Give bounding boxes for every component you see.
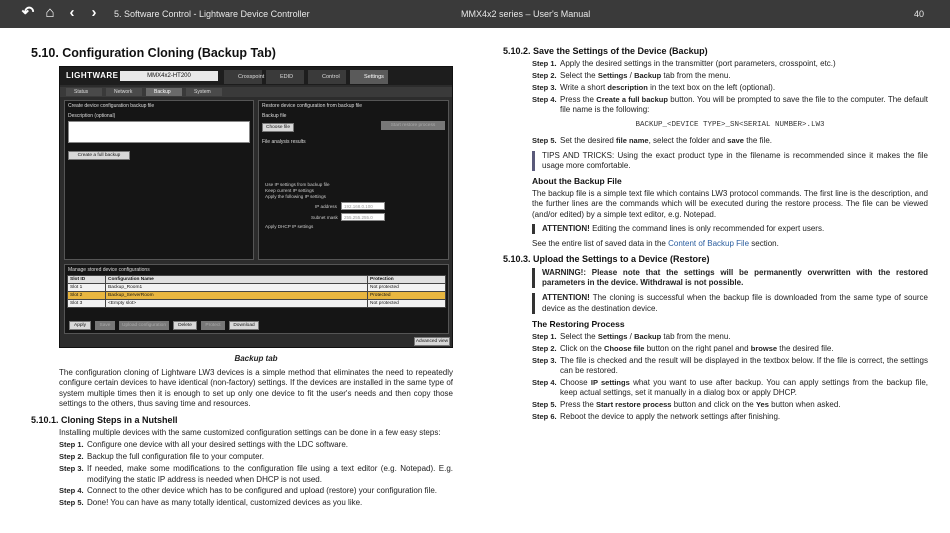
advanced-view-button[interactable]: Advanced view	[415, 339, 449, 344]
attention-box	[532, 224, 928, 234]
chevron-left-icon[interactable]: ‹	[69, 4, 75, 21]
subtab-system[interactable]: System	[186, 88, 222, 96]
list-item	[59, 498, 453, 508]
step-text: Backup the full configuration file to your computer.	[87, 452, 264, 462]
cell-slot: Slot 1	[68, 284, 106, 292]
restoring-process-title: The Restoring Process	[532, 318, 625, 329]
breadcrumb[interactable]: 5. Software Control - Lightware Device Controller	[114, 9, 310, 19]
cell-slot: Slot 3	[68, 300, 106, 308]
ip-address-label: IP address	[315, 204, 337, 209]
attention-label: ATTENTION!	[542, 293, 590, 303]
list-item	[532, 83, 928, 93]
step-label: Step 4.	[532, 94, 557, 104]
option-keep-ip[interactable]: Keep current IP settings	[265, 188, 314, 193]
create-backup-panel	[64, 100, 254, 260]
save-steps	[532, 59, 928, 250]
about-backup-title: About the Backup File	[532, 176, 622, 187]
lightware-logo: LIGHTWARE	[66, 71, 119, 80]
description-label: Description (optional)	[68, 113, 116, 119]
step-text: Press the Start restore process button and click on the Yes button when asked.	[560, 399, 841, 409]
option-dhcp[interactable]: Apply DHCP IP settings	[265, 224, 314, 229]
col-protection: Protection	[368, 276, 446, 284]
step-label: Step 5.	[532, 136, 557, 146]
list-item	[532, 378, 928, 399]
figure-caption: Backup tab	[234, 354, 278, 363]
description-input[interactable]	[68, 121, 250, 143]
step-text: The file is checked and the result will be displayed in the textbox below. If the file is correct, the settings can be restored.	[560, 355, 928, 375]
step-text: Done! You can have as many totally identical, customized devices as you like.	[87, 498, 363, 508]
right-column	[503, 46, 928, 424]
restore-section	[532, 268, 928, 423]
nutshell-intro: Installing multiple devices with the same customized configuration settings can be done in a few easy steps:	[59, 428, 441, 438]
step-text: Select the Settings / Backup tab from the menu.	[560, 331, 731, 341]
step-text: Connect to the other device which has to be configured and upload (restore) your configuration file.	[87, 486, 437, 496]
list-item	[532, 136, 928, 146]
step-text: Click on the Choose file button on the right panel and browse the desired file.	[560, 343, 834, 353]
cell-protection: Not protected	[368, 300, 446, 308]
subnet-mask-input[interactable]: 255.255.255.0	[341, 213, 385, 221]
configurations-table	[67, 275, 446, 308]
save-section-title: 5.10.2. Save the Settings of the Device (Backup)	[503, 46, 708, 56]
list-item	[532, 356, 928, 377]
list-item	[532, 400, 928, 410]
delete-button[interactable]: Delete	[173, 321, 197, 330]
col-slot-id: Slot ID	[68, 276, 106, 284]
nutshell-title: 5.10.1. Cloning Steps in a Nutshell	[31, 415, 178, 426]
option-use-ip-from-file[interactable]: Use IP settings from backup file	[265, 182, 330, 187]
cell-protection: Not protected	[368, 284, 446, 292]
attention-box-2	[532, 293, 928, 314]
cell-slot: Slot 2	[68, 292, 106, 300]
restore-panel-title: Restore device configuration from backup file	[262, 103, 363, 109]
tab-settings[interactable]: Settings	[350, 70, 388, 84]
top-bar	[0, 0, 950, 28]
choose-file-button[interactable]: Choose file	[262, 123, 294, 132]
step-label: Step 2.	[532, 70, 557, 80]
default-filename: BACKUP_<DEVICE TYPE>_SN<SERIAL NUMBER>.LW3	[635, 121, 825, 130]
cell-name: <Empty slot>	[106, 300, 368, 308]
subtab-status[interactable]: Status	[66, 88, 102, 96]
list-item	[59, 440, 453, 450]
intro-paragraph: The configuration cloning of Lightware LW3 devices is a simple method that eliminates the need to repeatedly configure certain devices to have identical (non-factory) settings. If the devices are installed in the same type of system multiple times then it is enough to set up only one device to fit the user's needs and then copy those settings to the others, thus saving time and resources.	[59, 368, 453, 408]
app-header	[60, 67, 452, 85]
attention-text: Editing the command lines is only recommended for expert users.	[589, 224, 825, 234]
step-label: Step 3.	[532, 82, 557, 92]
list-item	[532, 59, 928, 69]
step-text: Set the desired file name, select the folder and save the file.	[560, 136, 772, 146]
tab-control[interactable]: Control	[308, 70, 346, 84]
nutshell-steps	[59, 440, 453, 508]
backup-tab-screenshot	[59, 66, 453, 348]
home-icon[interactable]: ⌂	[45, 4, 55, 21]
step-label: Step 4.	[59, 486, 84, 496]
cell-name: Backup_Room1	[106, 284, 368, 292]
attention-label: ATTENTION!	[542, 224, 590, 234]
step-text: Select the Settings / Backup tab from the menu.	[560, 70, 731, 80]
subtab-backup[interactable]: Backup	[146, 88, 182, 96]
start-restore-button[interactable]: Start restore process	[381, 121, 445, 130]
step-label: Step 4.	[532, 377, 557, 387]
back-arrow-icon[interactable]: ↶	[21, 4, 35, 21]
step-text: Configure one device with all your desired settings with the LDC software.	[87, 440, 349, 450]
device-name: MMX4x2-HT200	[120, 71, 218, 81]
step-label: Step 2.	[532, 343, 557, 353]
list-item	[59, 486, 453, 496]
manage-configurations-panel	[64, 264, 449, 334]
list-item	[59, 464, 453, 485]
list-item	[532, 412, 928, 422]
tab-edid[interactable]: EDID	[266, 70, 304, 84]
cell-name: Backup_ServerRoom	[106, 292, 368, 300]
step-text: Reboot the device to apply the network settings after finishing.	[560, 411, 781, 421]
option-apply-ip[interactable]: Apply the following IP settings	[265, 194, 326, 199]
save-button[interactable]: Save	[95, 321, 115, 330]
step-label: Step 5.	[59, 498, 84, 508]
step-label: Step 3.	[532, 355, 557, 365]
left-column	[31, 46, 455, 510]
subtab-network[interactable]: Network	[106, 88, 142, 96]
step-label: Step 1.	[532, 59, 557, 68]
table-row[interactable]	[68, 300, 446, 308]
list-item	[59, 452, 453, 462]
protect-button[interactable]: Protect	[201, 321, 225, 330]
list-item	[532, 332, 928, 342]
attention-text: The cloning is successful when the backup file is downloaded from the same type of source device as the destination device.	[542, 293, 928, 313]
create-panel-title: Create device configuration backup file	[68, 103, 155, 109]
warning-box: WARNING!: Please note that the settings will be permanently overwritten with the restored parameters in the device. Withdrawal is not possible.	[532, 268, 928, 289]
section-title: 5.10. Configuration Cloning (Backup Tab)	[31, 46, 276, 60]
cell-protection: Protected	[368, 292, 446, 300]
analysis-title: File analysis results	[262, 139, 306, 145]
step-text: Choose IP settings what you want to use after backup. You can apply settings from the backup file, keep actual settings, set it manually in a dialog box or apply DHCP.	[560, 377, 928, 398]
table-header	[68, 276, 446, 284]
upload-configuration-button[interactable]: Upload configuration	[119, 321, 169, 330]
step-label: Step 5.	[532, 399, 557, 409]
apply-button[interactable]: Apply	[69, 321, 91, 330]
manual-title: MMX4x2 series – User's Manual	[461, 9, 591, 19]
list-item	[532, 95, 928, 116]
download-button[interactable]: Download	[229, 321, 259, 330]
content-of-backup-link[interactable]: Content of Backup File	[668, 239, 750, 249]
step-text: If needed, make some modifications to the configuration file using a text editor (e.g. Notepad). E.g. modifying the static IP address is needed when DHCP is not used.	[87, 464, 453, 484]
sub-tabs	[60, 87, 452, 97]
see-also: See the entire list of saved data in the Content of Backup File section.	[532, 239, 779, 249]
step-label: Step 1.	[59, 440, 84, 450]
page-number: 40	[914, 9, 925, 19]
subnet-mask-label: Subnet mask	[311, 215, 338, 220]
tips-box: TIPS AND TRICKS: Using the exact product type in the filename is recommended since it makes the file usage more comfortable.	[532, 151, 928, 172]
ip-address-input[interactable]: 192.168.0.100	[341, 202, 385, 210]
nav-buttons	[20, 5, 102, 21]
step-label: Step 1.	[532, 331, 557, 341]
list-item	[532, 71, 928, 81]
table-row[interactable]	[68, 292, 446, 300]
about-backup-text: The backup file is a simple text file which contains LW3 protocol commands. The first line is the description, and the further lines are the commands which will be executed during the restore process. The file can be viewed (and/or edited) by a simple text editor, e.g. Notepad.	[532, 189, 928, 219]
tab-crosspoint[interactable]: Crosspoint	[224, 70, 262, 84]
step-text: Write a short description in the text box on the left (optional).	[560, 82, 776, 92]
create-full-backup-button[interactable]: Create a full backup	[68, 151, 130, 160]
step-text: Press the Create a full backup button. You will be prompted to save the file to the computer. The default file name is the following:	[560, 94, 929, 114]
backup-file-label: Backup file	[262, 113, 287, 119]
chevron-right-icon[interactable]: ›	[91, 4, 97, 21]
upload-section-title: 5.10.3. Upload the Settings to a Device (Restore)	[503, 253, 710, 264]
step-label: Step 3.	[59, 464, 84, 474]
manage-panel-title: Manage stored device configurations	[68, 267, 150, 273]
step-label: Step 6.	[532, 411, 557, 421]
restore-panel	[258, 100, 449, 260]
list-item	[532, 344, 928, 354]
step-text: Apply the desired settings in the transmitter (port parameters, crosspoint, etc.)	[560, 59, 836, 68]
table-row[interactable]	[68, 284, 446, 292]
step-label: Step 2.	[59, 452, 84, 462]
col-config-name: Configuration Name	[106, 276, 368, 284]
